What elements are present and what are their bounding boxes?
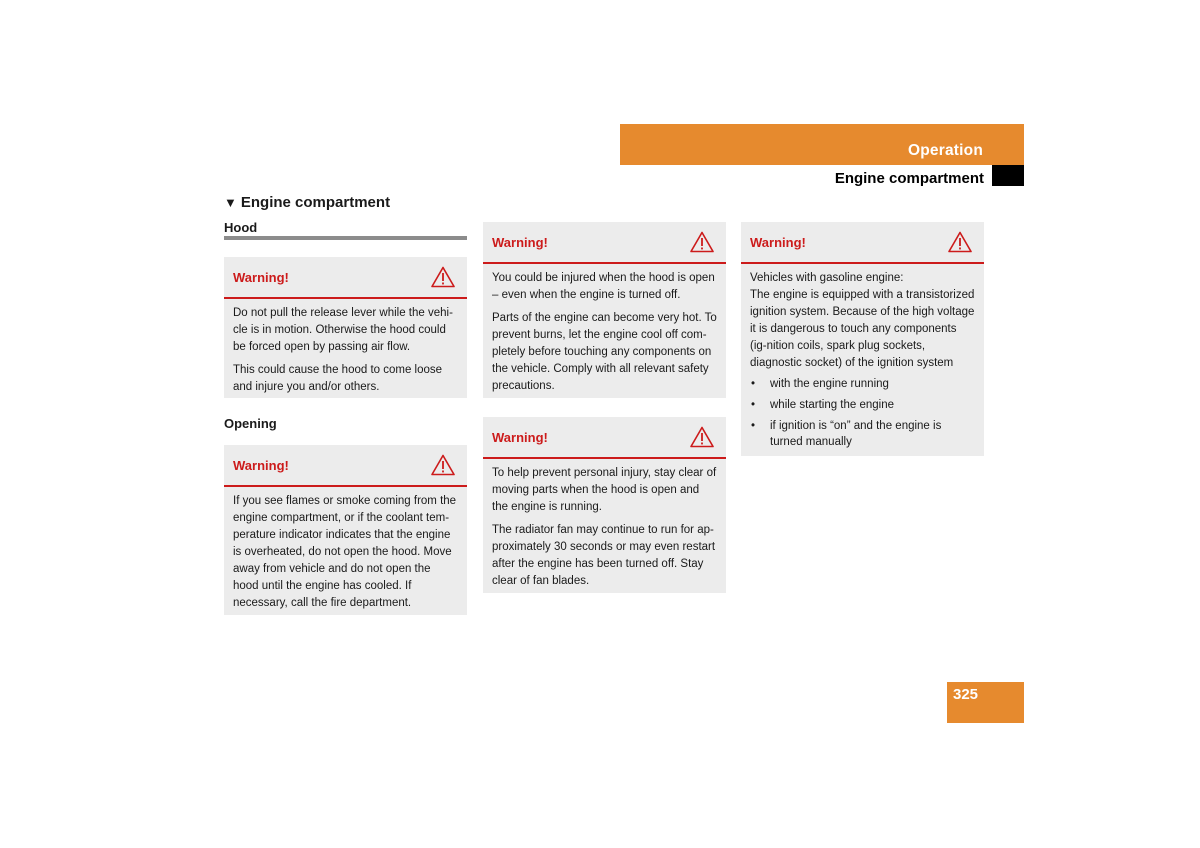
- warning-body: [741, 264, 984, 465]
- warning-text: This could cause the hood to come loose and injure you and/or others.: [233, 364, 443, 393]
- warning-header: [224, 257, 467, 299]
- warning-text: Vehicles with gasoline engine:: [750, 272, 904, 284]
- warning-body: [224, 487, 467, 622]
- warning-triangle-icon: [431, 454, 455, 476]
- bullet-list: [750, 376, 975, 450]
- warning-header: [483, 222, 726, 264]
- warning-label: Warning!: [233, 270, 289, 285]
- warning-header: [741, 222, 984, 264]
- page-title: [224, 194, 390, 211]
- warning-body: [224, 299, 467, 406]
- subsection-title: Engine compartment: [834, 170, 984, 187]
- warning-label: Warning!: [492, 430, 548, 445]
- triangle-down-icon: ▼: [224, 195, 237, 210]
- section-title: Operation: [907, 142, 983, 159]
- warning-triangle-icon: [948, 231, 972, 253]
- warning-box-release-lever: [224, 257, 467, 398]
- section-marker-tab: [992, 165, 1024, 186]
- warning-body: [483, 459, 726, 600]
- hood-heading: Hood: [224, 220, 258, 235]
- list-item: • if ignition is “on” and the engine is turned manually: [750, 418, 975, 450]
- warning-label: Warning!: [492, 235, 548, 250]
- warning-header: [224, 445, 467, 487]
- opening-heading: Opening: [224, 416, 277, 431]
- warning-text: To help prevent personal injury, stay clear of moving parts when the hood is open and the engine is running.: [492, 467, 717, 513]
- warning-box-hot-engine: [483, 222, 726, 398]
- warning-box-flames-smoke: [224, 445, 467, 615]
- list-item: • with the engine running: [750, 376, 975, 392]
- warning-text: You could be injured when the hood is open – even when the engine is turned off.: [492, 272, 715, 301]
- warning-text: Parts of the engine can become very hot. To prevent burns, let the engine cool off com-pletely before touching any components on the vehicle. Comply with all relevant safety precautions.: [492, 312, 717, 392]
- warning-triangle-icon: [431, 266, 455, 288]
- warning-box-moving-parts: [483, 417, 726, 593]
- warning-text: Do not pull the release lever while the vehi-cle is in motion. Otherwise the hood could be forced open by passing air flow.: [233, 307, 453, 353]
- warning-box-ignition: [741, 222, 984, 456]
- heading-rule: [224, 236, 467, 240]
- warning-triangle-icon: [690, 231, 714, 253]
- warning-text: The radiator fan may continue to run for ap-proximately 30 seconds or may even restart after the engine has been turned off. Stay clear of fan blades.: [492, 524, 716, 587]
- warning-label: Warning!: [750, 235, 806, 250]
- list-item: • while starting the engine: [750, 397, 975, 413]
- warning-header: [483, 417, 726, 459]
- warning-body: [483, 264, 726, 405]
- page-number: 325: [953, 686, 979, 703]
- warning-label: Warning!: [233, 458, 289, 473]
- warning-text: The engine is equipped with a transistorized ignition system. Because of the high voltage it is dangerous to touch any components (ig-nition coils, spark plug sockets, diagnostic socket) of the ignition system: [750, 289, 975, 369]
- warning-text: If you see flames or smoke coming from the engine compartment, or if the coolant tem-perature indicator indicates that the engine is overheated, do not open the hood. Move away from vehicle and do not open the hood until the engine has cooled. If necessary, call the fire department.: [233, 495, 457, 609]
- warning-triangle-icon: [690, 426, 714, 448]
- page-title-text: Engine compartment: [240, 194, 391, 211]
